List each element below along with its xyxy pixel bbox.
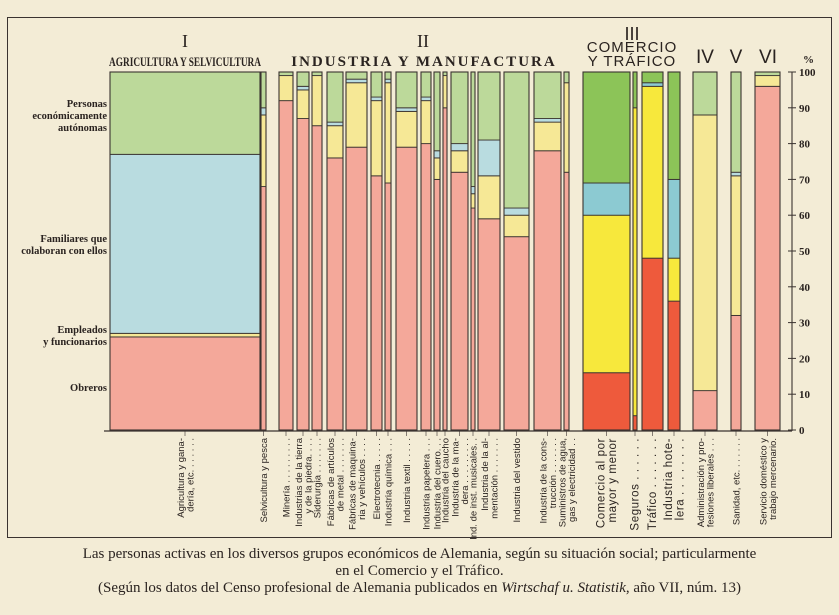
segment-autonomas	[261, 72, 266, 108]
segment-autonomas	[451, 72, 468, 144]
segment-empleados	[297, 90, 309, 119]
segment-obreros	[434, 179, 440, 430]
category-label: Industria del vestido	[512, 438, 523, 523]
y-tick-label: 60	[799, 210, 810, 223]
y-tick-label: 40	[799, 281, 810, 294]
segment-familiares	[421, 97, 431, 101]
category-label: Sanidad, etc. . . . . . .	[731, 438, 743, 526]
bar-20	[633, 72, 637, 430]
segment-familiares	[668, 179, 680, 258]
category-label: mentación . . . . . . .	[489, 438, 501, 519]
legend-familiares: Familiares que	[40, 233, 107, 245]
category-label: fesiones liberales . . .	[705, 438, 717, 528]
y-unit-label: %	[803, 54, 814, 66]
legend-autonomas: Personas	[66, 98, 107, 110]
segment-empleados	[731, 176, 741, 316]
group-roman-5: VI	[759, 47, 777, 68]
segment-empleados	[261, 115, 266, 187]
category-label: Administración y pro-	[695, 438, 707, 528]
category-label: trucción . . . . . . .	[547, 438, 559, 509]
segment-familiares	[346, 79, 367, 83]
category-label: Servicio doméstico y	[758, 438, 770, 526]
category-label: Industria química . . .	[383, 438, 395, 527]
segment-autonomas	[633, 72, 637, 108]
category-label: Minería . . . . . . . . .	[281, 438, 293, 518]
segment-empleados	[327, 126, 343, 158]
segment-empleados	[471, 194, 475, 208]
caption-source	[0, 580, 839, 597]
segment-obreros	[583, 373, 630, 430]
segment-autonomas	[642, 72, 663, 83]
bar-7	[371, 72, 382, 430]
bar-6	[346, 72, 367, 430]
bar-23	[693, 72, 717, 430]
bar-1	[261, 72, 266, 430]
row-legend	[21, 99, 107, 394]
bar-18	[564, 72, 569, 430]
segment-familiares	[396, 108, 417, 112]
segment-familiares	[731, 172, 741, 176]
category-label: Ind. de inst. musicales. .	[468, 438, 480, 540]
segment-obreros	[443, 108, 447, 430]
category-label: Industria de la cons-	[538, 438, 550, 524]
segment-autonomas	[396, 72, 417, 108]
segment-autonomas	[504, 72, 529, 208]
segment-familiares	[261, 108, 266, 115]
segment-obreros	[478, 219, 500, 430]
segment-obreros	[564, 172, 569, 430]
segment-autonomas	[434, 72, 440, 151]
bar-24	[731, 72, 741, 430]
category-label: Suministros de agua,	[557, 438, 569, 528]
segment-obreros	[297, 119, 309, 430]
legend-obreros: Obreros	[70, 383, 107, 395]
segment-empleados	[346, 83, 367, 147]
category-label: Fábricas de artículos	[325, 438, 337, 527]
segment-empleados	[633, 108, 637, 416]
category-label: Industria del caucho	[440, 438, 452, 524]
category-label: mayor y menor	[606, 438, 619, 523]
bars	[104, 72, 792, 431]
y-tick-label: 100	[799, 67, 816, 79]
segment-autonomas	[668, 72, 680, 179]
segment-empleados	[451, 151, 468, 172]
category-label: Selvicultura y pesca	[259, 438, 270, 523]
segment-obreros	[471, 208, 475, 430]
caption-source-a: (Según los datos del Censo profesional de Alemania publicados en	[98, 580, 502, 596]
group-title-1: INDUSTRIA Y MANUFACTURA	[291, 54, 557, 70]
group-title-2: Y TRÁFICO	[587, 53, 677, 70]
segment-empleados	[371, 101, 382, 176]
segment-empleados	[385, 83, 391, 183]
segment-familiares	[385, 79, 391, 83]
segment-obreros	[755, 86, 780, 430]
segment-familiares	[371, 97, 382, 101]
segment-empleados	[421, 101, 431, 144]
segment-autonomas	[583, 72, 630, 183]
segment-autonomas	[297, 72, 309, 86]
segment-autonomas	[478, 72, 500, 140]
bar-3	[297, 72, 309, 430]
segment-familiares	[583, 183, 630, 215]
segment-obreros	[312, 126, 322, 430]
segment-obreros	[642, 258, 663, 430]
bar-22	[668, 72, 680, 430]
segment-familiares	[471, 187, 475, 194]
y-tick-label: 90	[799, 102, 810, 115]
segment-empleados	[478, 176, 500, 219]
category-label: Industria del cuero. . .	[432, 438, 444, 530]
bar-10	[421, 72, 431, 430]
segment-obreros	[633, 416, 637, 430]
category-label: Industria textil . . . . .	[402, 438, 413, 524]
segment-empleados	[668, 258, 680, 301]
category-label: Electrotecnia . . . . .	[372, 438, 383, 520]
segment-obreros	[261, 187, 266, 430]
category-label: dería, etc. . . . . . .	[185, 438, 197, 512]
segment-autonomas	[534, 72, 561, 119]
category-label: gas y electricidad . .	[566, 438, 578, 522]
segment-familiares	[451, 144, 468, 151]
segment-obreros	[279, 101, 293, 430]
caption-line-1: Las personas activas en los diversos grupos económicos de Alemania, según su situación social; particularmente	[82, 546, 757, 562]
bar-4	[312, 72, 322, 430]
category-label: Industria de la al-	[479, 438, 491, 511]
category-label: Seguros . . . . . .	[629, 438, 642, 531]
category-label: Industria de la ma-	[450, 438, 462, 517]
segment-empleados	[396, 111, 417, 147]
bar-13	[451, 72, 468, 430]
segment-autonomas	[327, 72, 343, 122]
segment-autonomas	[564, 72, 569, 83]
segment-empleados	[443, 76, 447, 108]
segment-autonomas	[731, 72, 741, 172]
segment-obreros	[396, 147, 417, 430]
segment-autonomas	[385, 72, 391, 79]
segment-obreros	[327, 158, 343, 430]
legend-autonomas: autónomas	[57, 122, 107, 134]
category-label: Comercio al por	[595, 438, 608, 529]
bar-16	[504, 72, 529, 430]
segment-empleados	[564, 83, 569, 172]
y-tick-label: 50	[799, 246, 810, 258]
bar-12	[443, 72, 447, 430]
group-title-2: COMERCIO	[586, 39, 678, 56]
segment-obreros	[504, 237, 529, 430]
segment-empleados	[642, 86, 663, 258]
segment-obreros	[534, 151, 561, 430]
legend-autonomas: económicamente	[32, 110, 107, 122]
bar-17	[534, 72, 561, 430]
segment-empleados	[312, 76, 322, 126]
group-roman-2: III	[624, 24, 640, 44]
segment-obreros	[451, 172, 468, 430]
segment-empleados	[279, 76, 293, 101]
category-label: trabajo mercenario.	[767, 438, 779, 520]
group-title-0: AGRICULTURA Y SELVICULTURA	[109, 54, 262, 69]
segment-obreros	[385, 183, 391, 430]
category-label: Tráfico . . . . . . .	[647, 438, 659, 531]
segment-obreros	[668, 301, 680, 430]
segment-autonomas	[346, 72, 367, 79]
category-label: de metal . . . . . . .	[335, 438, 347, 512]
segment-obreros	[693, 391, 717, 430]
legend-empleados: Empleados	[57, 325, 107, 337]
segment-empleados	[434, 158, 440, 179]
legend-familiares: colaboran con ellos	[21, 245, 107, 257]
segment-familiares	[110, 154, 260, 333]
segment-obreros	[110, 337, 260, 430]
y-tick-label: 0	[799, 425, 805, 437]
segment-familiares	[434, 151, 440, 158]
bar-19	[583, 72, 630, 430]
y-tick-label: 70	[799, 174, 810, 187]
segment-autonomas	[110, 72, 260, 154]
bar-9	[396, 72, 417, 430]
segment-familiares	[504, 208, 529, 215]
segment-obreros	[731, 315, 741, 430]
y-tick-label: 20	[799, 353, 810, 366]
segment-autonomas	[471, 72, 475, 187]
segment-autonomas	[371, 72, 382, 97]
category-label: Agricultura y gana-	[175, 438, 187, 518]
bar-8	[385, 72, 391, 430]
segment-familiares	[534, 119, 561, 123]
y-tick-label: 80	[799, 138, 810, 151]
segment-obreros	[371, 176, 382, 430]
caption-source-journal: Wirtschaf u. Statistik	[501, 580, 626, 596]
segment-autonomas	[693, 72, 717, 115]
group-roman-0: I	[182, 31, 188, 51]
y-tick-label: 30	[799, 317, 810, 330]
caption-line-1b: en el Comercio y el Tráfico.	[335, 563, 504, 579]
group-headers	[109, 24, 777, 70]
group-roman-4: V	[729, 47, 743, 68]
segment-obreros	[421, 144, 431, 430]
y-axis	[788, 54, 816, 437]
category-label: Siderurgia . . . . . . .	[312, 438, 324, 519]
category-label: Industria papelera . . .	[421, 438, 433, 530]
category-label: ria y vehículos . . . .	[356, 438, 368, 520]
category-label: lera . . . . . . . .	[674, 438, 687, 521]
category-label: Industrias de la tierra	[293, 438, 305, 527]
segment-empleados	[693, 115, 717, 391]
bar-0	[110, 72, 260, 430]
bar-25	[755, 72, 780, 430]
bar-15	[478, 72, 500, 430]
segment-familiares	[642, 83, 663, 87]
segment-familiares	[478, 140, 500, 176]
bar-5	[327, 72, 343, 430]
bar-21	[642, 72, 663, 430]
segment-empleados	[583, 215, 630, 373]
category-label: Industria hote-	[662, 438, 675, 521]
segment-empleados	[110, 333, 260, 337]
group-roman-1: II	[417, 31, 429, 51]
segment-autonomas	[421, 72, 431, 97]
y-tick-label: 10	[799, 389, 810, 402]
category-label: y de la piedra. . . .	[303, 438, 315, 514]
group-roman-3: IV	[696, 47, 714, 68]
bar-11	[434, 72, 440, 430]
caption-source-b: , año VII, núm. 13)	[625, 580, 741, 596]
legend-empleados: y funcionarios	[43, 337, 107, 349]
category-label: Fábricas de maquina-	[347, 438, 359, 530]
segment-empleados	[534, 122, 561, 151]
segment-familiares	[327, 122, 343, 126]
bar-2	[279, 72, 293, 430]
segment-familiares	[297, 86, 309, 90]
bar-14	[471, 72, 475, 430]
category-labels	[176, 431, 779, 540]
segment-obreros	[346, 147, 367, 430]
caption-main	[0, 546, 839, 580]
segment-empleados	[755, 76, 780, 87]
segment-empleados	[504, 215, 529, 236]
category-label: dera . . . . . . . . .	[459, 438, 471, 505]
